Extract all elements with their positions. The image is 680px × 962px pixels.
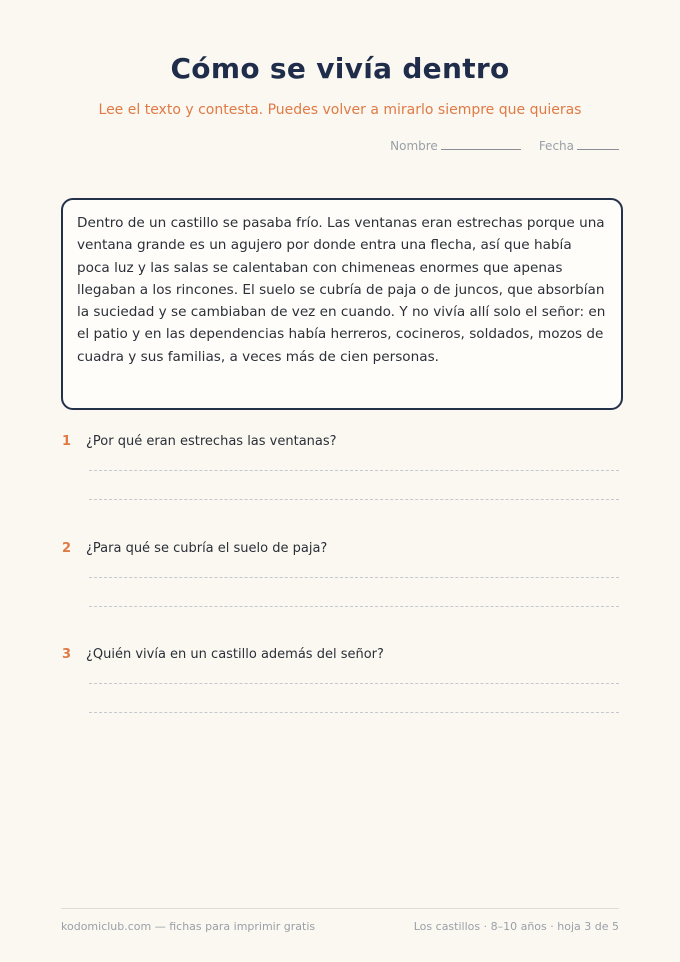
student-info — [390, 139, 619, 153]
footer-divider — [61, 908, 619, 909]
answer-line[interactable] — [89, 712, 619, 713]
answer-line[interactable] — [89, 577, 619, 578]
question-2 — [62, 541, 620, 607]
date-label: Fecha — [538, 139, 574, 153]
name-label: Nombre — [390, 139, 438, 153]
question-text: ¿Por qué eran estrechas las ventanas? — [86, 434, 337, 449]
date-field[interactable] — [539, 139, 619, 153]
question-3 — [62, 647, 620, 713]
reading-text-box — [61, 198, 623, 410]
footer-sheet-info: Los castillos · 8–10 años · hoja 3 de 5 — [413, 920, 619, 933]
question-1 — [62, 434, 620, 500]
question-text: ¿Para qué se cubría el suelo de paja? — [86, 541, 328, 556]
answer-line[interactable] — [89, 683, 619, 684]
answer-line[interactable] — [89, 606, 619, 607]
answer-line[interactable] — [89, 470, 619, 471]
question-number: 1 — [62, 434, 72, 449]
name-blank[interactable] — [441, 148, 521, 150]
question-number: 2 — [62, 541, 72, 556]
page-title: Cómo se vivía dentro — [170, 52, 510, 85]
footer-site: kodomiclub.com — fichas para imprimir gratis — [61, 920, 316, 933]
answer-line[interactable] — [89, 499, 619, 500]
question-text: ¿Quién vivía en un castillo además del señor? — [86, 647, 384, 662]
date-blank[interactable] — [577, 148, 619, 150]
reading-text: Dentro de un castillo se pasaba frío. Las ventanas eran estrechas porque una ventana grande es un agujero por donde entra una flecha, así que había poca luz y las salas se calentaban con chimeneas enormes que apenas llegaban a los rincones. El suelo se cubría de paja o de juncos, que absorbían la suciedad y se cambiaban de vez en cuando. Y no vivía allí solo el señor: en el patio y en las dependencias había herreros, cocineros, soldados, mozos de cuadra y sus familias, a veces más de cien personas. — [77, 215, 606, 365]
name-field[interactable] — [390, 139, 521, 153]
question-number: 3 — [62, 647, 72, 662]
page-subtitle: Lee el texto y contesta. Puedes volver a mirarlo siempre que quieras — [98, 102, 582, 118]
